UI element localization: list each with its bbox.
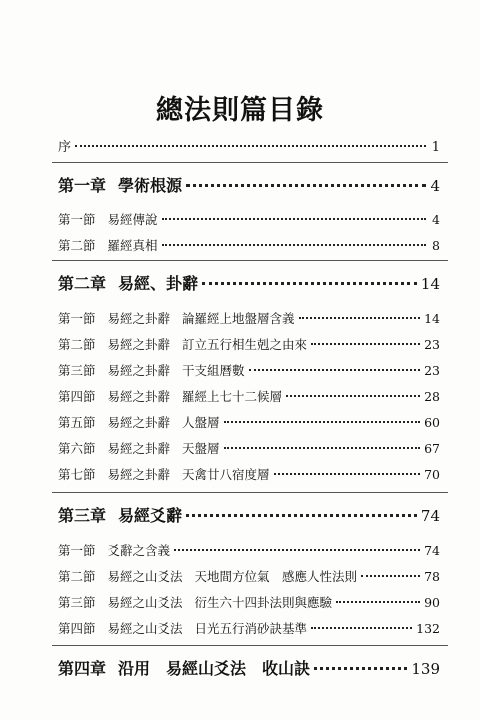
toc-section[interactable] [58,619,440,637]
dot-leader [311,343,420,345]
dot-leader [361,575,420,577]
section-number: 第六節 [58,441,96,456]
section-number: 第一節 [58,543,96,558]
chapter-number: 第二章 [58,274,107,293]
page-number: 23 [424,363,440,378]
chapter-number: 第一章 [58,176,107,195]
page-title: 總法則篇目錄 [156,95,324,126]
section-number: 第二節 [58,569,96,584]
toc-chapter-2[interactable] [58,271,440,294]
section-subtitle: 論羅經上地盤層含義 [182,311,295,326]
section-number: 第四節 [58,389,96,404]
page-number: 4 [432,212,440,227]
chapter-number: 第四章 [58,659,107,678]
section-number: 第七節 [58,467,96,482]
dot-leader [224,421,421,423]
dot-leader [186,514,417,517]
section-name: 易經之卦辭 [107,363,171,378]
section-subtitle: 干支組曆數 [182,363,245,378]
dot-leader [314,667,407,670]
dot-leader [336,601,420,603]
dot-leader [224,447,421,449]
toc-section[interactable] [58,309,440,327]
toc-section[interactable] [58,236,440,254]
section-subtitle: 天禽廿八宿度層 [182,467,270,482]
section-name: 易經之卦辭 [107,389,171,404]
page-number: 90 [424,595,440,610]
chapter-number: 第三章 [58,506,107,525]
dot-leader [186,184,426,187]
section-subtitle: 人盤層 [182,415,220,430]
toc-section[interactable] [58,465,440,483]
section-name: 易經之山爻法 [107,621,183,636]
section-name: 爻辭之含義 [107,543,171,558]
divider [52,492,448,493]
page-number: 67 [424,441,440,456]
chapter-name: 學術根源 [118,176,183,195]
chapter-name: 沿用 易經山爻法 收山訣 [118,659,311,678]
toc-section[interactable] [58,361,440,379]
toc-section[interactable] [58,567,440,585]
section-number: 第二節 [58,238,96,253]
chapter-name: 易經、卦辭 [118,274,199,293]
section-number: 第一節 [58,212,96,227]
section-name: 易經之卦辭 [107,337,171,352]
dot-leader [174,549,420,551]
section-name: 易經之山爻法 [107,595,183,610]
divider [52,162,448,163]
toc-section[interactable] [58,593,440,611]
page-number: 74 [420,507,440,525]
page-number: 8 [432,238,440,253]
section-name: 易經之卦辭 [107,311,171,326]
section-number: 第二節 [58,337,96,352]
toc-section[interactable] [58,335,440,353]
toc-section[interactable] [58,387,440,405]
dot-leader [286,395,420,397]
page-number: 74 [424,543,440,558]
section-subtitle: 訂立五行相生剋之由來 [182,337,308,352]
dot-leader [311,627,412,629]
dot-leader [274,473,421,475]
toc-section[interactable] [58,439,440,457]
page-number: 132 [416,621,440,636]
dot-leader [162,244,426,246]
page-number: 14 [420,275,440,293]
divider [52,645,448,646]
section-name: 易經之卦辭 [107,441,171,456]
page-number: 78 [424,569,440,584]
dot-leader [299,317,421,319]
toc-entry-preface[interactable] [58,136,440,155]
dot-leader [75,145,426,147]
section-subtitle: 羅經上七十二候層 [182,389,283,404]
section-number: 第四節 [58,621,96,636]
section-subtitle: 天地間方位氣 感應人性法則 [194,569,358,584]
section-number: 第三節 [58,595,96,610]
section-number: 第一節 [58,311,96,326]
dot-leader [162,218,426,220]
toc-section[interactable] [58,413,440,431]
page-number: 1 [431,140,440,155]
section-subtitle: 日光五行消砂訣基準 [194,621,308,636]
section-number: 第五節 [58,415,96,430]
divider [52,260,448,261]
section-name: 羅經真相 [107,238,158,253]
entry-label: 序 [58,140,72,155]
section-subtitle: 天盤層 [182,441,220,456]
toc-chapter-3[interactable] [58,503,440,526]
toc-chapter-1[interactable] [58,173,440,196]
page-number: 139 [411,660,440,678]
toc-section[interactable] [58,210,440,228]
section-name: 易經之山爻法 [107,569,183,584]
page-number: 23 [424,337,440,352]
toc-chapter-4[interactable] [58,656,440,679]
page-number: 28 [424,389,440,404]
section-name: 易經之卦辭 [107,467,171,482]
dot-leader [202,282,417,285]
page-number: 70 [424,467,440,482]
section-name: 易經傳說 [107,212,158,227]
dot-leader [249,369,421,371]
toc-section[interactable] [58,541,440,559]
section-name: 易經之卦辭 [107,415,171,430]
page-number: 60 [424,415,440,430]
page-number: 4 [430,177,440,195]
chapter-name: 易經爻辭 [118,506,183,525]
section-subtitle: 衍生六十四卦法則與應驗 [194,595,333,610]
section-number: 第三節 [58,363,96,378]
page-number: 14 [424,311,440,326]
